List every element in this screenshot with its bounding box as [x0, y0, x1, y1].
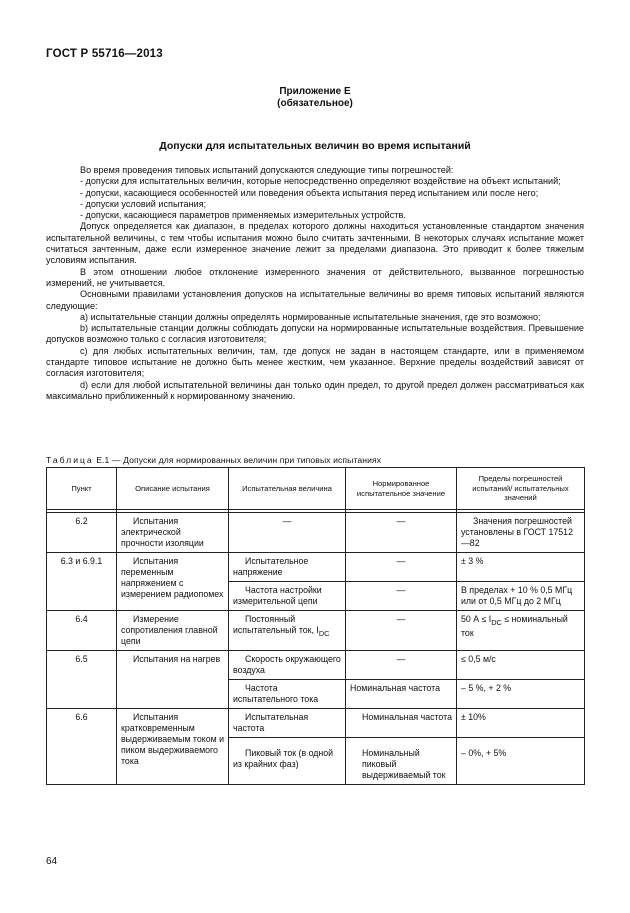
body-text	[46, 165, 584, 402]
paragraph: В этом отношении любое отклонение измеренного значения от действительного, вызванное погрешностью измерений, не учитывается.	[46, 266, 584, 288]
limits-cell: В пределах + 10 % 0,5 МГц или от 0,5 МГц до 2 МГц	[457, 582, 585, 611]
limits-cell	[457, 611, 585, 651]
test-cell: Испытания переменным напряжением с измерением радиопомех	[117, 553, 229, 611]
table-caption-text: Е.1 — Допуски для нормированных величин при типовых испытаниях	[96, 455, 382, 465]
paragraph: c) для любых испытательных величин, там, где допуск не задан в настоящем стандарте, или в применяемом стандарте типовое испытание не должно быть менее жестким, чем указанное. Верхние пределы воздействий зависят от согласия изготовителя;	[46, 345, 584, 379]
test-cell: Измерение сопротивления главной цепи	[117, 611, 229, 651]
clause-cell: 6.2	[47, 513, 117, 553]
dc-subscript: DC	[318, 628, 330, 638]
table-row	[47, 611, 585, 651]
section-title: Допуски для испытательных величин во время испытаний	[159, 140, 471, 152]
clause-cell: 6.6	[47, 709, 117, 785]
standard-designation: ГОСТ Р 55716—2013	[46, 48, 163, 60]
table-row	[47, 709, 585, 738]
header-limits: Пределы погрешностей испытаний/ испытательных значений	[457, 468, 585, 510]
table-row	[47, 651, 585, 680]
test-cell: Испытания кратковременным выдерживаемым током и пиком выдерживаемого тока	[117, 709, 229, 785]
test-cell: Испытания на нагрев	[117, 651, 229, 709]
limits-cell: ± 10%	[457, 709, 585, 738]
clause-cell: 6.4	[47, 611, 117, 651]
quantity-cell: Частота настройки измерительной цепи	[229, 582, 346, 611]
quantity-text: Постоянный испытательный ток, I	[233, 614, 319, 635]
rated-cell: —	[346, 611, 457, 651]
paragraph: d) если для любой испытательной величины дан только один предел, то другой предел должен рассматриваться как максимально приближенный к нормированному значению.	[46, 379, 584, 401]
paragraph: Во время проведения типовых испытаний допускаются следующие типы погрешностей:	[80, 165, 454, 175]
quantity-cell: Испытательное напряжение	[229, 553, 346, 582]
header-test: Описание испытания	[117, 468, 229, 510]
header-clause: Пункт	[47, 468, 117, 510]
paragraph: Допуск определяется как диапазон, в пределах которого должны находиться установленные стандартом значения испытательной величины, с тем чтобы испытания можно было считать зачтенными. В некоторых случаях испытание может считаться зачтенным, даже если измеренное значение лежит за пределами диапазона. Это приводит к более тяжелым условиям испытания.	[46, 221, 584, 266]
rated-cell: —	[346, 651, 457, 680]
table-row	[47, 513, 585, 553]
rated-cell: —	[346, 582, 457, 611]
paragraph: а) испытательные станции должны определять нормированные испытательные значения, где это возможно;	[80, 311, 541, 322]
limits-cell: ± 3 %	[457, 553, 585, 582]
rated-cell: —	[346, 553, 457, 582]
rated-cell: Номинальный пиковый выдерживаемый ток	[346, 738, 457, 785]
table-caption-label: Таблица	[46, 455, 94, 465]
quantity-cell: Испытательная частота	[229, 709, 346, 738]
paragraph: - допуски, касающиеся особенностей или поведения объекта испытания перед испытанием или после него;	[80, 187, 539, 198]
annex-status: (обязательное)	[277, 98, 353, 109]
header-quantity: Испытательная величина	[229, 468, 346, 510]
paragraph: Основными правилами установления допусков на испытательные величины во время типовых испытаний являются следующие:	[46, 289, 584, 311]
quantity-cell	[229, 611, 346, 651]
tolerance-table	[46, 467, 585, 785]
paragraph: - допуски, касающиеся параметров применяемых измерительных устройств.	[80, 210, 406, 221]
annex-title: Приложение Е	[279, 86, 351, 97]
limits-text: 50 А ≤ I	[461, 614, 492, 624]
table-header-row	[47, 468, 585, 510]
clause-cell: 6.5	[47, 651, 117, 709]
quantity-cell: Пиковый ток (в одной из крайних фаз)	[229, 738, 346, 785]
limits-cell: ≤ 0,5 м/с	[457, 651, 585, 680]
paragraph: b) испытательные станции должны соблюдать допуски на нормированные испытательные воздействия. Превышение допусков возможно только с согласия изготовителя;	[46, 323, 584, 345]
clause-cell: 6.3 и 6.9.1	[47, 553, 117, 611]
dc-subscript: DC	[491, 617, 502, 627]
limits-cell: – 5 %, + 2 %	[457, 680, 585, 709]
annex-heading	[0, 86, 630, 110]
paragraph: - допуски условий испытания;	[80, 198, 207, 209]
quantity-cell: Частота испытательного тока	[229, 680, 346, 709]
limits-cell: – 0%, + 5%	[457, 738, 585, 785]
limits-text-tail: ≤ номинальный ток	[461, 614, 568, 638]
rated-cell: —	[346, 513, 457, 553]
test-cell: Испытания электрической прочности изоляции	[117, 513, 229, 553]
paragraph: - допуски для испытательных величин, которые непосредственно определяют воздействие на объект испытаний;	[80, 176, 561, 187]
rated-cell: Номинальная частота	[346, 680, 457, 709]
table-row	[47, 553, 585, 582]
header-rated-value: Нормированное испытательное значение	[346, 468, 457, 510]
table-caption	[46, 455, 381, 465]
quantity-cell: Скорость окружающего воздуха	[229, 651, 346, 680]
rated-cell: Номинальная частота	[346, 709, 457, 738]
limits-cell: Значения погрешностей установлены в ГОСТ 17512—82	[457, 513, 585, 553]
quantity-cell: —	[229, 513, 346, 553]
page-number: 64	[46, 856, 58, 867]
